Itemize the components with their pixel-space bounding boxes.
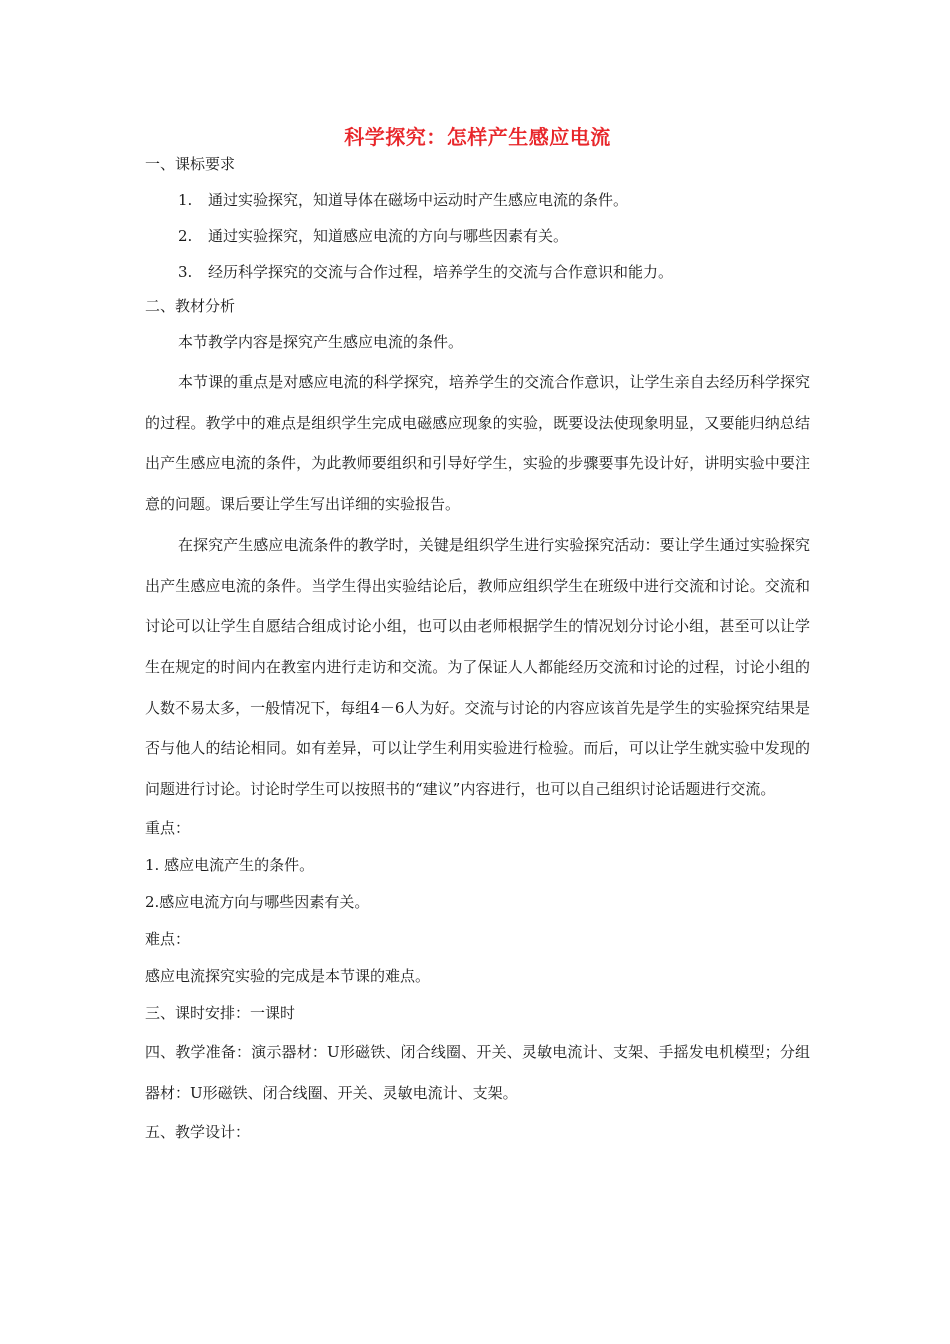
analysis-paragraph-2: 本节课的重点是对感应电流的科学探究，培养学生的交流合作意识，让学生亲自去经历科学探究的过程。教学中的难点是组织学生完成电磁感应现象的实验，既要设法使现象明显，又要能归纳总结出产生感应电流的条件，为此教师要组织和引导好学生，实验的步骤要事先设计好，讲明实验中要注意的问题。课后要让学生写出详细的实验报告。 <box>145 373 810 514</box>
section-heading-analysis: 二、教材分析 <box>145 297 236 315</box>
goal-text: 经历科学探究的交流与合作过程，培养学生的交流与合作意识和能力。 <box>208 263 674 281</box>
goal-text: 通过实验探究，知道感应电流的方向与哪些因素有关。 <box>208 227 569 245</box>
analysis-paragraph-3: 在探究产生感应电流条件的教学时，关键是组织学生进行实验探究活动：要让学生通过实验探究出产生感应电流的条件。当学生得出实验结论后，教师应组织学生在班级中进行交流和讨论。交流和讨论可以让学生自愿结合组成讨论小组，也可以由老师根据学生的情况划分讨论小组，甚至可以让学生在规定的时间内在教室内进行走访和交流。为了保证人人都能经历交流和讨论的过程，讨论小组的人数不易太多，一般情况下，每组4－6人为好。交流与讨论的内容应该首先是学生的实验探究结果是否与他人的结论相同。如有差异，可以让学生利用实验进行检验。而后，可以让学生就实验中发现的问题进行讨论。讨论时学生可以按照书的“建议”内容进行，也可以自己组织讨论话题进行交流。 <box>145 535 810 799</box>
goal-text: 通过实验探究，知道导体在磁场中运动时产生感应电流的条件。 <box>208 191 629 209</box>
goal-item-1 <box>145 188 810 212</box>
section-design: 五、教学设计： <box>145 1122 251 1141</box>
goal-number: 1. <box>178 191 193 209</box>
goal-item-2 <box>145 224 810 248</box>
key-point-1: 1. 感应电流产生的条件。 <box>145 855 315 874</box>
section-preparation: 四、教学准备：演示器材：U形磁铁、闭合线圈、开关、灵敏电流计、支架、手摇发电机模型；分组器材：U形磁铁、闭合线圈、开关、灵敏电流计、支架。 <box>145 1042 810 1102</box>
document-page <box>145 122 810 1151</box>
key-point-2: 2.感应电流方向与哪些因素有关。 <box>145 892 370 911</box>
goal-item-3 <box>145 260 810 284</box>
goal-number: 2. <box>178 227 193 245</box>
goal-number: 3. <box>178 263 193 281</box>
key-points-label: 重点： <box>145 818 191 837</box>
analysis-paragraph-1: 本节教学内容是探究产生感应电流的条件。 <box>178 333 464 351</box>
section-heading-standards: 一、课标要求 <box>145 155 236 173</box>
section-schedule: 三、课时安排：一课时 <box>145 1003 296 1022</box>
difficulty-text: 感应电流探究实验的完成是本节课的难点。 <box>145 966 431 985</box>
document-title: 科学探究：怎样产生感应电流 <box>344 125 611 149</box>
difficulty-label: 难点： <box>145 929 191 948</box>
